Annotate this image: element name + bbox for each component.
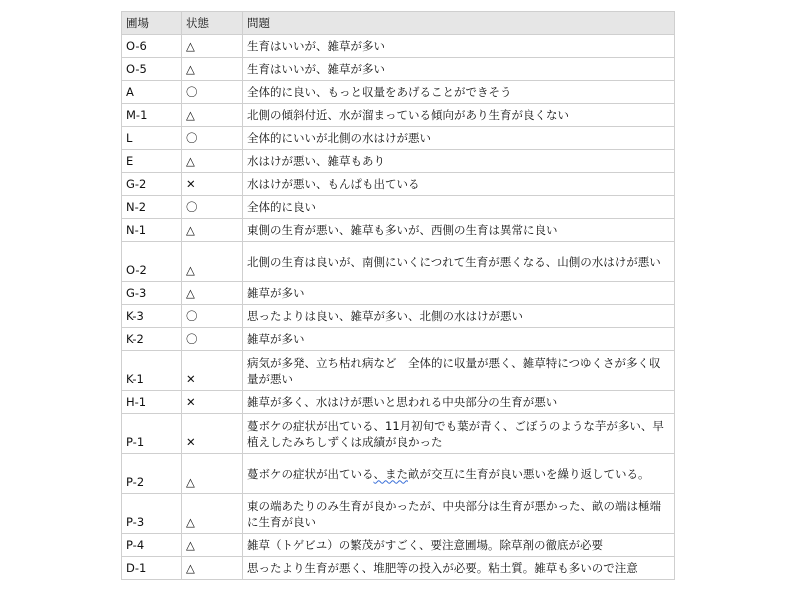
cell-issue[interactable]: 全体的にいいが北側の水はけが悪い [243, 127, 675, 150]
table-row [122, 173, 675, 196]
table-row [122, 81, 675, 104]
header-status[interactable]: 状態 [182, 12, 243, 35]
table-row [122, 351, 675, 391]
header-field[interactable]: 圃場 [122, 12, 182, 35]
cell-status[interactable]: 〇 [182, 305, 243, 328]
field-status-table [121, 11, 675, 580]
cell-issue[interactable]: 雑草が多い [243, 328, 675, 351]
cell-issue[interactable]: 雑草が多い [243, 282, 675, 305]
table-row [122, 328, 675, 351]
cell-status[interactable]: 〇 [182, 127, 243, 150]
table-row [122, 305, 675, 328]
cell-issue[interactable]: 雑草が多く、水はけが悪いと思われる中央部分の生育が悪い [243, 391, 675, 414]
cell-field[interactable]: H-1 [122, 391, 182, 414]
cell-issue[interactable]: 雑草（トゲビユ）の繁茂がすごく、要注意圃場。除草剤の徹底が必要 [243, 534, 675, 557]
table-row [122, 414, 675, 454]
cell-status[interactable]: △ [182, 242, 243, 282]
cell-issue[interactable]: 東側の生育が悪い、雑草も多いが、西側の生育は異常に良い [243, 219, 675, 242]
cell-status[interactable]: ✕ [182, 391, 243, 414]
table-row [122, 242, 675, 282]
spellcheck-underline: 、また [373, 466, 408, 481]
cell-status[interactable]: 〇 [182, 196, 243, 219]
table-row [122, 127, 675, 150]
cell-status[interactable]: △ [182, 494, 243, 534]
cell-field[interactable]: K-1 [122, 351, 182, 391]
table-row [122, 282, 675, 305]
cell-field[interactable]: E [122, 150, 182, 173]
table-row [122, 104, 675, 127]
cell-status[interactable]: △ [182, 35, 243, 58]
table-header [122, 12, 675, 35]
cell-status[interactable]: △ [182, 282, 243, 305]
cell-issue[interactable]: 全体的に良い [243, 196, 675, 219]
cell-issue[interactable]: 生育はいいが、雑草が多い [243, 58, 675, 81]
cell-status[interactable]: △ [182, 150, 243, 173]
cell-status[interactable]: △ [182, 219, 243, 242]
table-row [122, 494, 675, 534]
cell-field[interactable]: O-5 [122, 58, 182, 81]
cell-issue[interactable]: 北側の傾斜付近、水が溜まっている傾向があり生育が良くない [243, 104, 675, 127]
cell-status[interactable]: △ [182, 104, 243, 127]
cell-field[interactable]: O-2 [122, 242, 182, 282]
cell-status[interactable]: ✕ [182, 173, 243, 196]
cell-field[interactable]: A [122, 81, 182, 104]
cell-status[interactable]: △ [182, 454, 243, 494]
cell-field[interactable]: O-6 [122, 35, 182, 58]
cell-issue[interactable]: 蔓ボケの症状が出ている、また畝が交互に生育が良い悪いを繰り返している。 [243, 454, 675, 494]
cell-issue[interactable]: 病気が多発、立ち枯れ病など 全体的に収量が悪く、雑草特につゆくさが多く収量が悪い [243, 351, 675, 391]
cell-status[interactable]: ✕ [182, 414, 243, 454]
table-row [122, 557, 675, 580]
cell-status[interactable]: 〇 [182, 81, 243, 104]
table-row [122, 534, 675, 557]
cell-field[interactable]: D-1 [122, 557, 182, 580]
cell-status[interactable]: 〇 [182, 328, 243, 351]
cell-field[interactable]: P-1 [122, 414, 182, 454]
cell-issue[interactable]: 水はけが悪い、雑草もあり [243, 150, 675, 173]
table-row [122, 150, 675, 173]
cell-field[interactable]: P-3 [122, 494, 182, 534]
cell-issue[interactable]: 水はけが悪い、もんぱも出ている [243, 173, 675, 196]
cell-status[interactable]: △ [182, 58, 243, 81]
table-row [122, 35, 675, 58]
cell-issue[interactable]: 蔓ボケの症状が出ている、11月初旬でも葉が青く、ごぼうのような芋が多い、早植えしたみちしずくは成績が良かった [243, 414, 675, 454]
cell-field[interactable]: N-1 [122, 219, 182, 242]
cell-issue[interactable]: 思ったよりは良い、雑草が多い、北側の水はけが悪い [243, 305, 675, 328]
table-row [122, 196, 675, 219]
header-issue[interactable]: 問題 [243, 12, 675, 35]
table-row [122, 58, 675, 81]
table-row [122, 391, 675, 414]
cell-field[interactable]: P-2 [122, 454, 182, 494]
table-row [122, 219, 675, 242]
cell-issue[interactable]: 思ったより生育が悪く、堆肥等の投入が必要。粘土質。雑草も多いので注意 [243, 557, 675, 580]
cell-status[interactable]: △ [182, 557, 243, 580]
header-row [122, 12, 675, 35]
table-body [122, 35, 675, 580]
cell-field[interactable]: N-2 [122, 196, 182, 219]
table-row [122, 454, 675, 494]
cell-field[interactable]: L [122, 127, 182, 150]
cell-field[interactable]: G-3 [122, 282, 182, 305]
cell-issue[interactable]: 生育はいいが、雑草が多い [243, 35, 675, 58]
cell-field[interactable]: P-4 [122, 534, 182, 557]
cell-field[interactable]: M-1 [122, 104, 182, 127]
cell-field[interactable]: G-2 [122, 173, 182, 196]
cell-field[interactable]: K-3 [122, 305, 182, 328]
cell-issue[interactable]: 全体的に良い、もっと収量をあげることができそう [243, 81, 675, 104]
cell-issue[interactable]: 東の端あたりのみ生育が良かったが、中央部分は生育が悪かった、畝の端は極端に生育が良い [243, 494, 675, 534]
cell-field[interactable]: K-2 [122, 328, 182, 351]
cell-status[interactable]: ✕ [182, 351, 243, 391]
cell-status[interactable]: △ [182, 534, 243, 557]
cell-issue[interactable]: 北側の生育は良いが、南側にいくにつれて生育が悪くなる、山側の水はけが悪い [243, 242, 675, 282]
